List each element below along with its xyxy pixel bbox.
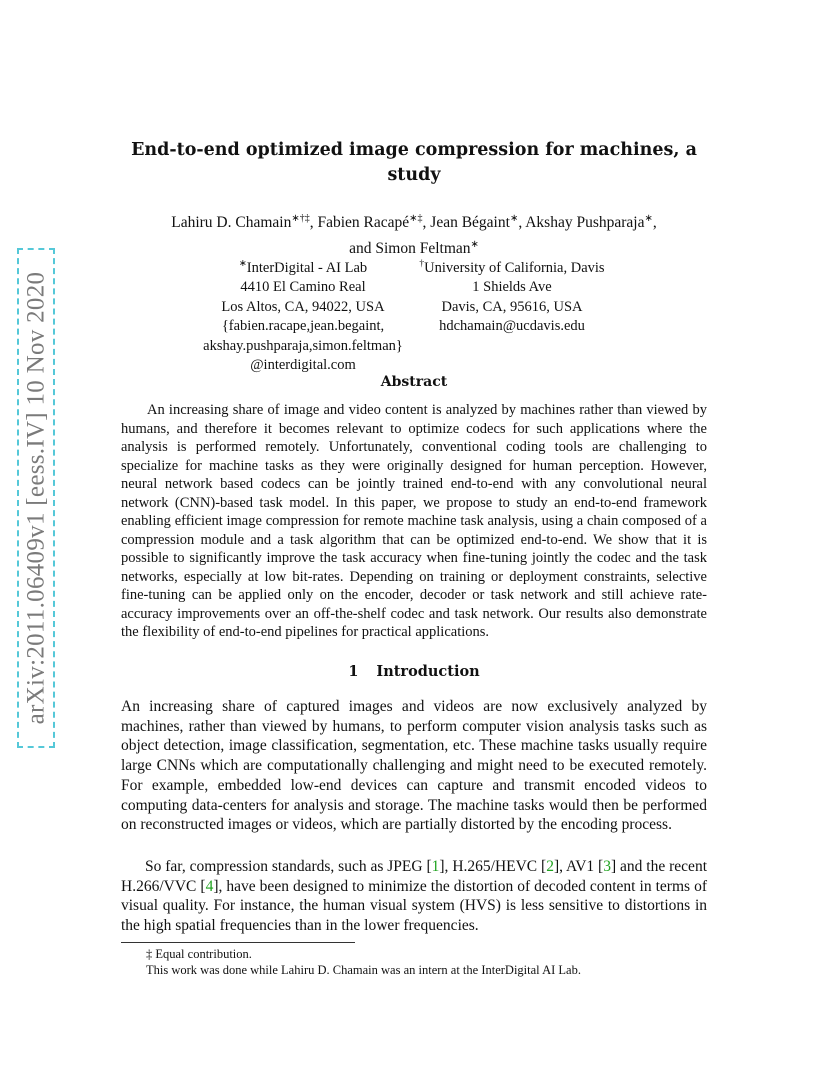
affiliation-line: University of California, Davis: [424, 259, 605, 276]
author-name: Fabien Racapé: [317, 214, 410, 232]
author-marks: ∗: [470, 239, 479, 251]
author-marks: ∗: [509, 213, 519, 224]
affiliation-mark: †: [419, 259, 425, 269]
affiliation-line: Davis, CA, 95616, USA: [441, 298, 583, 315]
footnote-equal-contribution: ‡ Equal contribution.: [146, 947, 252, 961]
citation-link[interactable]: 4: [205, 877, 214, 895]
author-name: Lahiru D. Chamain: [171, 214, 292, 232]
affiliation-interdigital: [178, 255, 428, 376]
citation-link[interactable]: 1: [431, 858, 440, 875]
author-name: and Simon Feltman: [349, 240, 471, 258]
author-separator: ,: [652, 214, 657, 232]
footnote-internship: This work was done while Lahiru D. Chamain was an intern at the InterDigital AI Lab.: [146, 963, 581, 977]
paragraph-text: So far, compression standards, such as JPEG [: [145, 858, 432, 875]
author-name: Akshay Pushparaja: [525, 214, 645, 232]
author-marks: ∗‡: [409, 213, 423, 224]
citation-link[interactable]: 2: [546, 858, 554, 875]
title-line-1: End-to-end optimized image compression for machines, a: [131, 140, 697, 160]
affiliation-email: {fabien.racape,jean.begaint,: [221, 318, 385, 335]
affiliation-line: Los Altos, CA, 94022, USA: [221, 298, 385, 315]
title-line-2: study: [387, 165, 441, 185]
author-marks: ∗†‡: [291, 213, 310, 224]
citation-link[interactable]: 3: [603, 858, 611, 875]
paragraph-text: ], AV1 [: [553, 858, 604, 875]
intro-paragraph-2: [121, 857, 707, 936]
intro-paragraph-1: An increasing share of captured images and videos are now exclusively analyzed by machines, rather than viewed by humans, to perform computer vision analysis tasks such as object detection, image classification, segmentation, etc. These machine tasks usually require large CNNs which are computationally challenging and might need to be executed remotely. For example, embedded low-end devices can capture and transmit encoded videos to computing data-centers for analysis and storage. The machine tasks would then be performed on reconstructed images or videos, which are partially distorted by the encoding process.: [121, 698, 707, 834]
abstract-text: An increasing share of image and video content is analyzed by machines rather than viewed by humans, and therefore it becomes relevant to optimize codecs for such applications where the analysis is performed remotely. Unfortunately, conventional coding tools are challenging to specialize for machine tasks as they were originally designed for human perception. However, neural network based codecs can be jointly trained end-to-end with any convolutional neural network (CNN)-based task model. In this paper, we propose to study an end-to-end framework enabling efficient image compression for remote machine task analysis, using a chain composed of a compression module and a task algorithm that can be optimized end-to-end. We show that it is possible to significantly improve the task accuracy when fine-tuning jointly the codec and the task networks, especially at low bit-rates. Depending on training or deployment constraints, selective fine-tuning can be applied only on the encoder, decoder or task network and still achieve rate-accuracy improvements over an off-the-shelf codec and task network. Our results also demonstrate the flexibility of end-to-end pipelines for practical applications.: [121, 402, 707, 640]
paragraph-text: ], have been designed to minimize the distortion of decoded content in terms of visual quality. For instance, the human visual system (HVS) is less sensitive to distortions in the high spatial frequencies than in the lower frequencies.: [121, 877, 708, 935]
affiliation-email: hdchamain@ucdavis.edu: [439, 318, 585, 335]
affiliation-line: InterDigital - AI Lab: [246, 259, 368, 276]
affiliation-email: akshay.pushparaja,simon.feltman}: [203, 337, 403, 354]
author-marks: ∗: [644, 213, 653, 224]
section-title: Introduction: [376, 663, 480, 680]
author-list: [120, 208, 708, 260]
affiliation-email: @interdigital.com: [250, 357, 356, 374]
affiliation-mark: ∗: [238, 259, 247, 269]
footnote-divider: [121, 942, 355, 943]
affiliation-uc-davis: [412, 255, 612, 337]
author-separator: ,: [422, 214, 431, 232]
author-name: Jean Bégaint: [430, 214, 510, 232]
section-heading: [120, 663, 708, 680]
arxiv-identifier: arXiv:2011.06409v1 [eess.IV] 10 Nov 2020: [22, 271, 49, 725]
affiliation-line: 1 Shields Ave: [472, 279, 552, 296]
section-number: 1: [348, 663, 359, 680]
paper-title: [120, 138, 708, 188]
author-separator: ,: [518, 214, 526, 232]
author-separator: ,: [309, 214, 318, 232]
affiliation-line: 4410 El Camino Real: [240, 279, 366, 296]
paragraph-text: ] and the recent H.266/VVC [: [121, 858, 707, 895]
arxiv-identifier-stamp: [17, 248, 55, 748]
abstract-heading: Abstract: [380, 374, 448, 390]
paragraph-text: ], H.265/HEVC [: [439, 858, 547, 875]
